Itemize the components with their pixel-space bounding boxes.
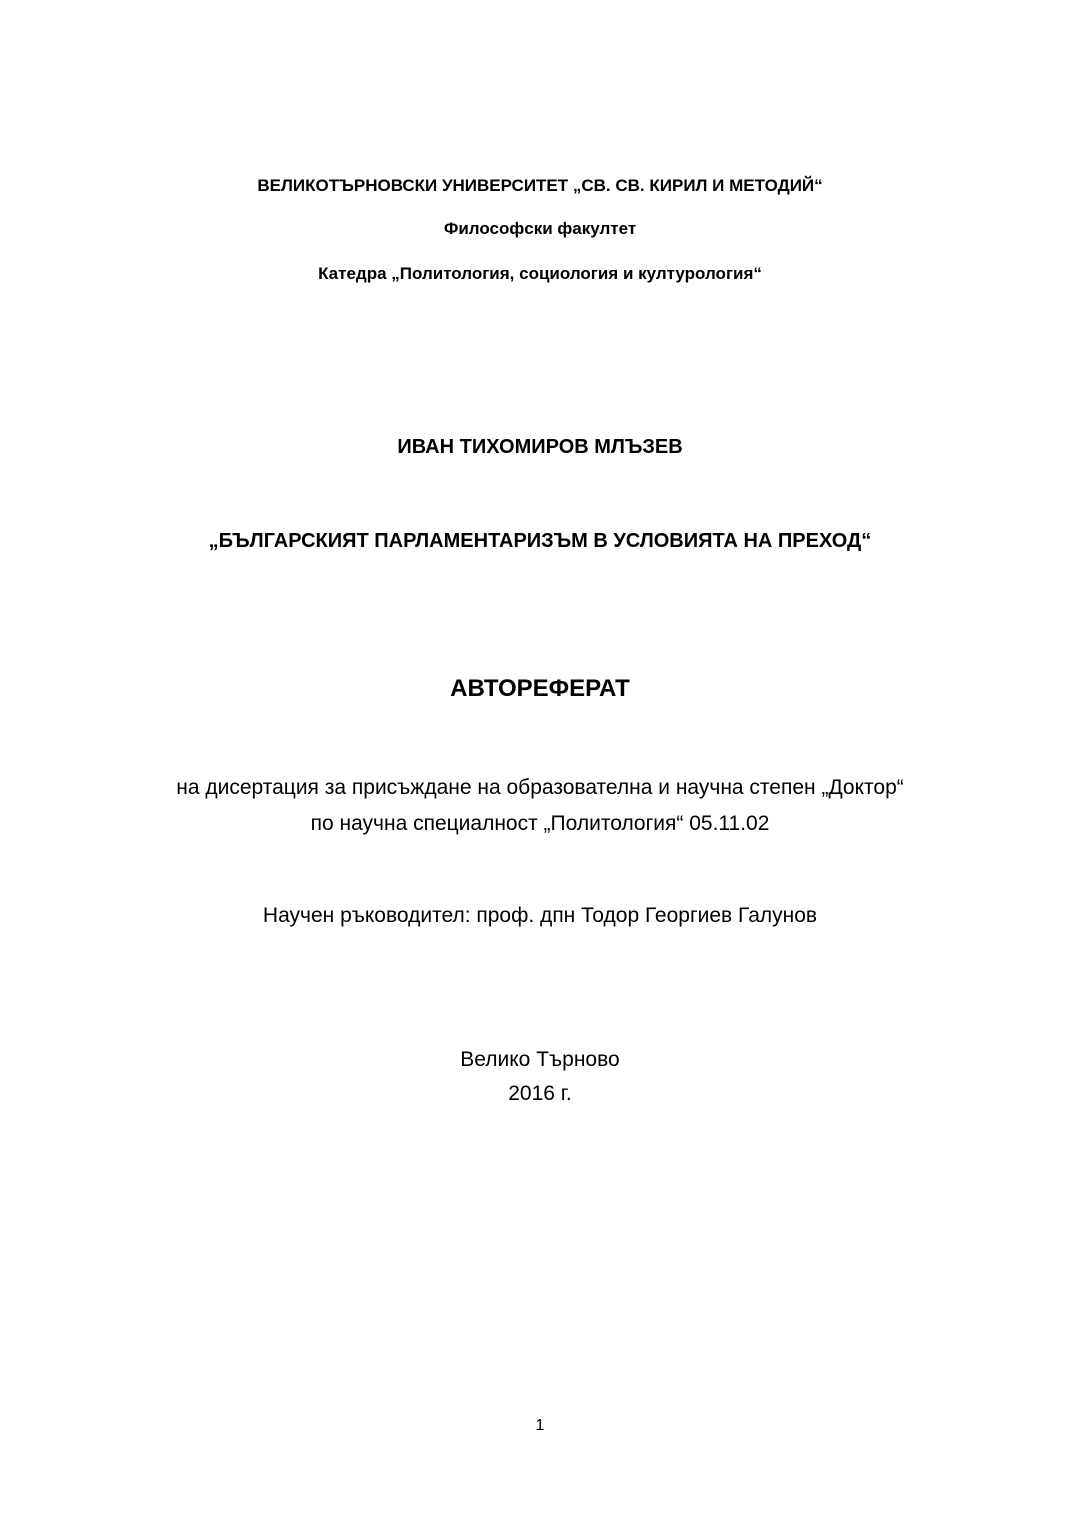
faculty-name: Философски факултет bbox=[443, 219, 637, 238]
city: Велико Търново bbox=[460, 1048, 620, 1071]
description-line-2: по научна специалност „Политология“ 05.11.02 bbox=[310, 812, 770, 835]
document-type: АВТОРЕФЕРАТ bbox=[450, 675, 630, 702]
university-name: ВЕЛИКОТЪРНОВСКИ УНИВЕРСИТЕТ „СВ. СВ. КИРИЛ И МЕТОДИЙ“ bbox=[257, 176, 823, 195]
description-line-1: на дисертация за присъждане на образователна и научна степен „Доктор“ bbox=[176, 776, 904, 799]
page-number: 1 bbox=[535, 1417, 545, 1434]
year: 2016 г. bbox=[508, 1082, 572, 1105]
author-name: ИВАН ТИХОМИРОВ МЛЪЗЕВ bbox=[397, 436, 683, 458]
dissertation-title: „БЪЛГАРСКИЯТ ПАРЛАМЕНТАРИЗЪМ В УСЛОВИЯТА НА ПРЕХОД“ bbox=[208, 530, 872, 552]
department-name: Катедра „Политология, социология и културология“ bbox=[318, 264, 762, 283]
supervisor: Научен ръководител: проф. дпн Тодор Георгиев Галунов bbox=[262, 904, 818, 927]
